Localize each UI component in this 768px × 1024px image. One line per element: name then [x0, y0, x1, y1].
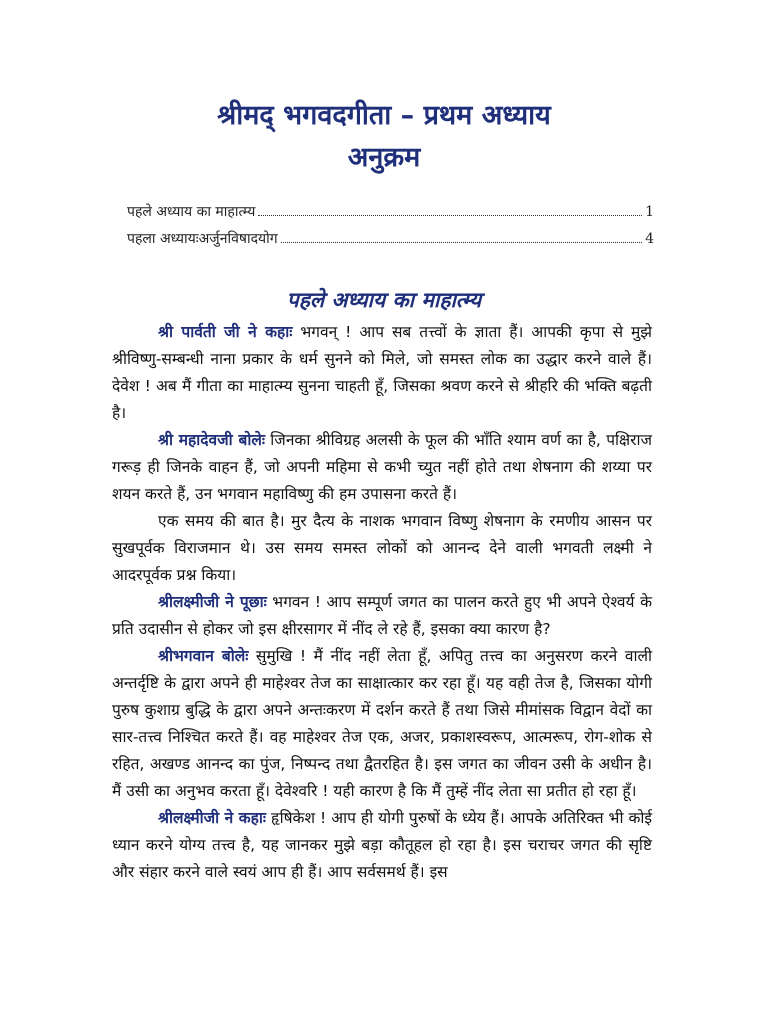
- speaker-label: श्रीभगवान बोलेः: [158, 647, 249, 665]
- speaker-label: श्रीलक्ष्मीजी ने कहाः: [158, 809, 267, 827]
- toc-leader-dots: [258, 215, 642, 216]
- paragraph: [112, 508, 652, 589]
- speaker-label: श्री महादेवजी बोलेः: [158, 431, 265, 449]
- speaker-label: श्री पार्वती जी ने कहाः: [158, 323, 293, 341]
- paragraph: [112, 643, 652, 805]
- section-heading: पहले अध्याय का माहात्म्य: [286, 288, 482, 312]
- paragraph-text: भगवन् ! आप सब तत्त्वों के ज्ञाता हैं। आपकी कृपा से मुझे श्रीविष्णु-सम्बन्धी नाना प्रकार के धर्म सुनने को मिले, जो समस्त लोक का उद्धार करने वाले हैं। देवेश ! अब मैं गीता का माहात्म्य सुनना चाहती हूँ, जिसका श्रवण करने से श्रीहरि की भक्ति बढ़ती है।: [112, 323, 652, 422]
- paragraph-text: जिनका श्रीविग्रह अलसी के फूल की भाँति श्याम वर्ण का है, पक्षिराज गरूड़ ही जिनके वाहन हैं, जो अपनी महिमा से कभी च्युत नहीं होते तथा शेषनाग की शय्या पर शयन करते हैं, उन भगवान महाविष्णु की हम उपासना करते हैं।: [112, 431, 652, 503]
- paragraph-text: भगवन ! आप सम्पूर्ण जगत का पालन करते हुए भी अपने ऐश्वर्य के प्रति उदासीन से होकर जो इस क्षीरसागर में नींद ले रहे हैं, इसका क्या कारण है?: [112, 593, 653, 638]
- document-subtitle: अनुक्रम: [347, 142, 421, 173]
- toc-entry[interactable]: [127, 229, 654, 248]
- toc-leader-dots: [281, 242, 642, 243]
- paragraph: [112, 589, 652, 643]
- paragraph-text: सुमुखि ! मैं नींद नहीं लेता हूँ, अपितु तत्त्व का अनुसरण करने वाली अन्तर्दृष्टि के द्वारा अपने ही माहेश्वर तेज का साक्षात्कार कर रहा हूँ। यह वही तेज है, जिसका योगी पुरुष कुशाग्र बुद्धि के द्वारा अपने अन्तःकरण में दर्शन करते हैं तथा जिसे मीमांसक विद्वान वेदों का सार-तत्त्व निश्चित करते हैं। वह माहेश्वर तेज एक, अजर, प्रकाशस्वरूप, आत्मरूप, रोग-शोक से रहित, अखण्ड आनन्द का पुंज, निष्पन्द तथा द्वैतरहित है। इस जगत का जीवन उसी के अधीन है। मैं उसी का अनुभव करता हूँ। देवेश्वरि ! यही कारण है कि मैं तुम्हें नींद लेता सा प्रतीत हो रहा हूँ।: [112, 647, 652, 800]
- document-title: श्रीमद् भगवदगीता – प्रथम अध्याय: [217, 100, 551, 131]
- paragraph: [112, 805, 652, 886]
- paragraph: [112, 427, 652, 508]
- toc-entry-label: पहले अध्याय का माहात्म्य: [127, 204, 256, 220]
- toc-entry-page: 1: [645, 204, 654, 220]
- paragraph-text: हृषिकेश ! आप ही योगी पुरुषों के ध्येय हैं। आपके अतिरिक्त भी कोई ध्यान करने योग्य तत्त्व है, यह जानकर मुझे बड़ा कौतूहल हो रहा है। इस चराचर जगत की सृष्टि और संहार करने वाले स्वयं आप ही हैं। आप सर्वसमर्थ हैं। इस: [112, 809, 653, 881]
- speaker-label: श्रीलक्ष्मीजी ने पूछाः: [158, 593, 267, 611]
- body-text: [112, 319, 652, 886]
- toc-entry-page: 4: [645, 231, 654, 247]
- paragraph: [112, 319, 652, 427]
- toc-entry[interactable]: [127, 202, 654, 221]
- toc-entry-label: पहला अध्यायःअर्जुनविषादयोग: [127, 231, 278, 247]
- paragraph-text: एक समय की बात है। मुर दैत्य के नाशक भगवान विष्णु शेषनाग के रमणीय आसन पर सुखपूर्वक विराजमान थे। उस समय समस्त लोकों को आनन्द देने वाली भगवती लक्ष्मी ने आदरपूर्वक प्रश्न किया।: [112, 512, 652, 584]
